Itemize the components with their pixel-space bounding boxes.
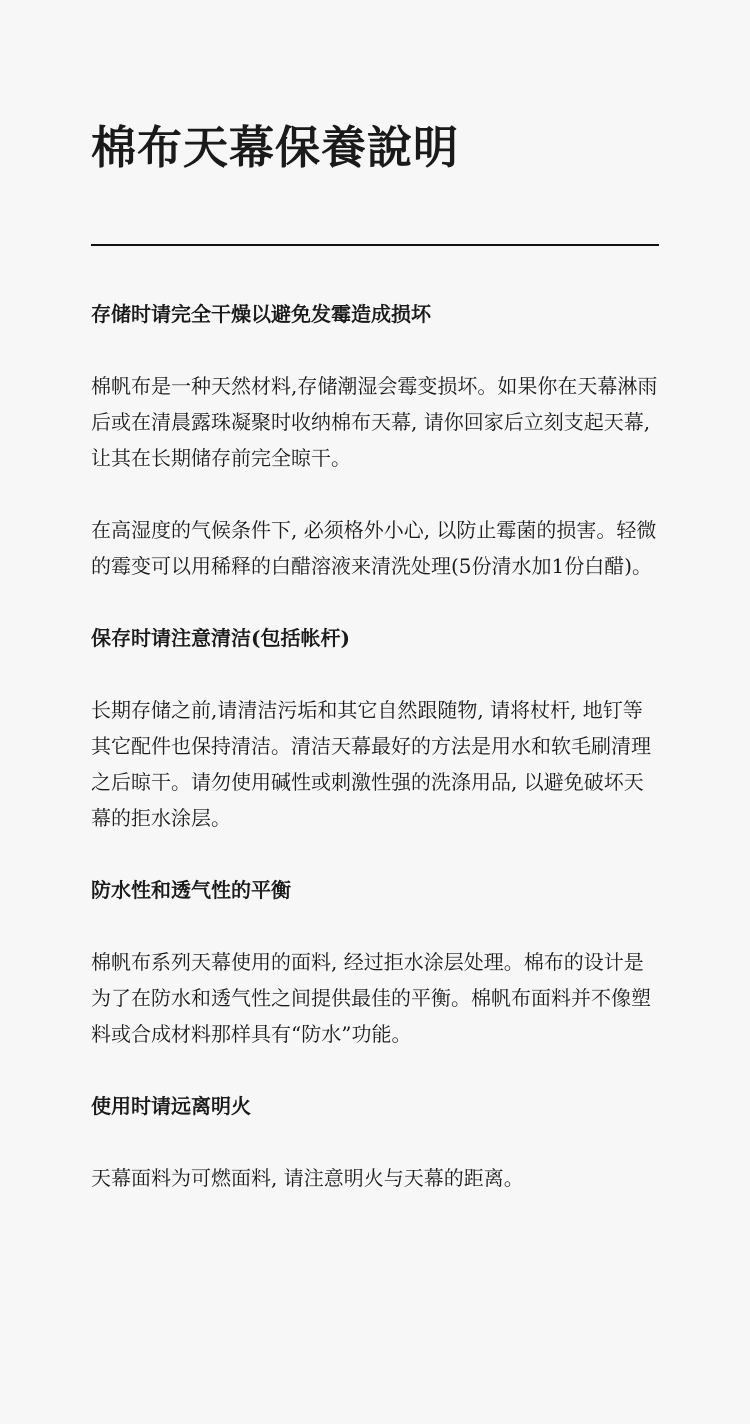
content-body [91,296,659,1196]
paragraph-waterproof-breathability-1: 棉帆布系列天幕使用的面料, 经过拒水涂层处理。棉布的设计是为了在防水和透气性之间提供最佳的平衡。棉帆布面料并不像塑料或合成材料那样具有“防水”功能。 [91,950,651,1046]
section-heading-fire-safety: 使用时请远离明火 [91,1094,251,1118]
paragraph-fire-safety-1: 天幕面料为可燃面料, 请注意明火与天幕的距离。 [91,1166,524,1190]
title-divider [91,244,659,246]
section-heading-storage-dry: 存储时请完全干燥以避免发霉造成损坏 [91,302,431,326]
section-heading-waterproof-breathability: 防水性和透气性的平衡 [91,878,291,902]
page-title: 棉布天幕保養說明 [91,121,460,174]
paragraph-cleaning-1: 长期存储之前,请清洁污垢和其它自然跟随物, 请将杖杆, 地钉等其它配件也保持清洁。清洁天幕最好的方法是用水和软毛刷清理之后晾干。请勿使用碱性或刺激性强的洗涤用品, 以避免破坏天幕的拒水涂层。 [91,698,651,830]
paragraph-storage-dry-1: 棉帆布是一种天然材料,存储潮湿会霉变损坏。如果你在天幕淋雨后或在清晨露珠凝聚时收纳棉布天幕, 请你回家后立刻支起天幕, 让其在长期储存前完全晾干。 [91,374,658,470]
section-heading-cleaning: 保存时请注意清洁(包括帐杆) [91,626,350,650]
paragraph-storage-dry-2: 在高湿度的气候条件下, 必须格外小心, 以防止霉菌的损害。轻微的霉变可以用稀释的白醋溶液来清洗处理(5份清水加1份白醋)。 [91,518,657,578]
